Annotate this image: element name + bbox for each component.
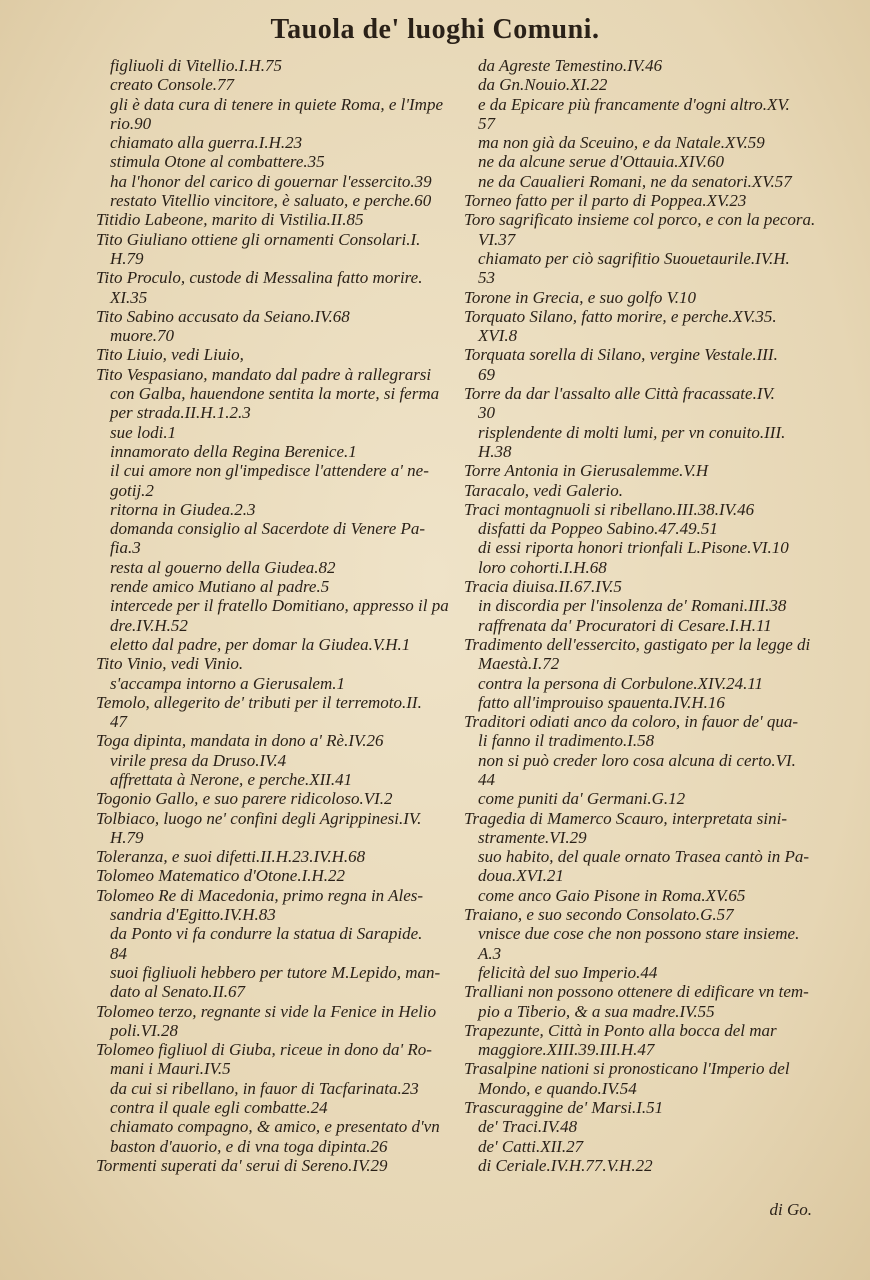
index-line: da Agreste Temestino.IV.46 xyxy=(478,56,663,75)
index-line: gli è data cura di tenere in quiete Roma, e l'Impe xyxy=(110,94,444,114)
index-line: XVI.8 xyxy=(478,326,518,346)
index-line: in discordia per l'insolenza de' Romani.III.38 xyxy=(478,596,787,616)
index-line: VI.37 xyxy=(478,229,516,249)
index-line: come anco Gaio Pisone in Roma.XV.65 xyxy=(478,885,746,905)
index-line: chiamato alla guerra.I.H.23 xyxy=(110,133,303,153)
index-line: Tormenti superati da' serui di Sereno.IV.29 xyxy=(96,1155,388,1175)
index-line: Tito Vespasiano, mandato dal padre à rallegrarsi xyxy=(96,364,432,384)
index-line: chiamato compagno, & amico, e presentato d'vn xyxy=(110,1117,440,1137)
index-line: 57 xyxy=(478,113,495,133)
index-line: di Ceriale.IV.H.77.V.H.22 xyxy=(478,1155,653,1175)
page-title: Tauola de' luoghi Comuni. xyxy=(270,14,600,45)
index-line: sue lodi.1 xyxy=(110,422,177,442)
index-line: Tolomeo terzo, regnante si vide la Fenice in Helio xyxy=(96,1001,437,1021)
index-line: mani i Mauri.IV.5 xyxy=(110,1059,231,1079)
index-line: Torquato Silano, fatto morire, e perche.XV.35. xyxy=(464,306,777,326)
index-line: Tito Proculo, custode di Messalina fatto morire. xyxy=(96,268,423,288)
index-line: innamorato della Regina Berenice.1 xyxy=(110,441,357,461)
index-line: fia.3 xyxy=(110,538,141,558)
index-line: Tolbiaco, luogo ne' confini degli Agrippinesi.IV. xyxy=(96,808,422,828)
index-line: loro cohorti.I.H.68 xyxy=(478,557,607,577)
index-line: Tradimento dell'essercito, gastigato per la legge di xyxy=(464,634,811,654)
index-line: raffrenata da' Procuratori di Cesare.I.H.11 xyxy=(478,615,772,635)
index-line: Traci montagnuoli si ribellano.III.38.IV.46 xyxy=(464,499,755,519)
index-line: stramente.VI.29 xyxy=(478,827,587,847)
index-line: s'accampa intorno a Gierusalem.1 xyxy=(110,673,346,693)
index-line: eletto dal padre, per domar la Giudea.V.H.1 xyxy=(110,634,411,654)
index-line: figliuoli di Vitellio.I.H.75 xyxy=(110,56,283,75)
index-line: dato al Senato.II.67 xyxy=(110,982,246,1002)
index-line: Tralliani non possono ottenere di edificare vn tem- xyxy=(464,982,809,1002)
index-line: rio.90 xyxy=(110,113,152,133)
index-line: da cui si ribellano, in fauor di Tacfarinata.23 xyxy=(110,1078,419,1098)
index-line: ritorna in Giudea.2.3 xyxy=(110,499,256,519)
index-line: Mondo, e quando.IV.54 xyxy=(478,1078,637,1098)
index-line: de' Traci.IV.48 xyxy=(478,1117,578,1137)
index-line: virile presa da Druso.IV.4 xyxy=(110,750,287,770)
index-line: Temolo, allegerito de' tributi per il terremoto.II. xyxy=(96,692,422,712)
index-line: ma non già da Sceuino, e da Natale.XV.59 xyxy=(478,133,765,153)
index-line: stimula Otone al combattere.35 xyxy=(110,152,325,172)
index-line: Toga dipinta, mandata in dono a' Rè.IV.26 xyxy=(96,731,384,751)
index-line: ha l'honor del carico di gouernar l'essercito.39 xyxy=(110,171,432,191)
index-line: rende amico Mutiano al padre.5 xyxy=(110,577,330,597)
index-line: Torre Antonia in Gierusalemme.V.H xyxy=(464,461,709,481)
index-line: chiamato per ciò sagrifitio Suouetaurile.IV.H. xyxy=(478,248,790,268)
index-line: creato Console.77 xyxy=(110,75,235,95)
index-line: Traiano, e suo secondo Consolato.G.57 xyxy=(464,905,734,925)
index-line: doua.XVI.21 xyxy=(478,866,564,886)
index-line: Titidio Labeone, marito di Vistilia.II.85 xyxy=(96,210,364,230)
index-line: Togonio Gallo, e suo parere ridicoloso.VI.2 xyxy=(96,789,393,809)
index-line: maggiore.XIII.39.III.H.47 xyxy=(478,1040,655,1060)
left-column xyxy=(96,56,466,1175)
index-line: vnisce due cose che non possono stare insieme. xyxy=(478,924,800,944)
index-line: Tolomeo Matematico d'Otone.I.H.22 xyxy=(96,866,346,886)
index-line: Trascuraggine de' Marsi.I.51 xyxy=(464,1098,664,1118)
index-line: di essi riporta honori trionfali L.Pisone.VI.10 xyxy=(478,538,789,558)
index-line: Torneo fatto per il parto di Poppea.XV.23 xyxy=(464,191,747,211)
index-line: 53 xyxy=(478,268,495,288)
index-line: Taracalo, vedi Galerio. xyxy=(464,480,623,500)
index-line: gotij.2 xyxy=(110,480,154,500)
index-line: Torquata sorella di Silano, vergine Vestale.III. xyxy=(464,345,778,365)
index-line: Torre da dar l'assalto alle Città fracassate.IV. xyxy=(464,384,775,404)
index-line: risplendente di molti lumi, per vn conuito.III. xyxy=(478,422,786,442)
index-line: contra la persona di Corbulone.XIV.24.11 xyxy=(478,673,764,693)
index-line: 47 xyxy=(110,712,127,732)
index-line: Tito Vinio, vedi Vinio. xyxy=(96,654,244,674)
index-line: Toleranza, e suoi difetti.II.H.23.IV.H.68 xyxy=(96,847,366,867)
index-line: con Galba, hauendone sentita la morte, si ferma xyxy=(110,384,440,404)
index-line: resta al gouerno della Giudea.82 xyxy=(110,557,336,577)
index-line: Tracia diuisa.II.67.IV.5 xyxy=(464,577,622,597)
index-line: intercede per il fratello Domitiano, appresso il pa xyxy=(110,596,449,616)
index-line: dre.IV.H.52 xyxy=(110,615,188,635)
index-line: suoi figliuoli hebbero per tutore M.Lepido, man- xyxy=(110,962,441,982)
index-line: il cui amore non gl'impedisce l'attendere a' ne- xyxy=(110,461,429,481)
index-line: sandria d'Egitto.IV.H.83 xyxy=(110,905,276,925)
index-line: poli.VI.28 xyxy=(110,1020,178,1040)
index-line: XI.35 xyxy=(110,287,148,307)
index-line: Tito Sabino accusato da Seiano.IV.68 xyxy=(96,306,350,326)
index-line: Maestà.I.72 xyxy=(478,654,560,674)
index-line: contra il quale egli combatte.24 xyxy=(110,1098,328,1118)
index-line: come puniti da' Germani.G.12 xyxy=(478,789,686,809)
index-line: muore.70 xyxy=(110,326,175,346)
index-line: affrettata à Nerone, e perche.XII.41 xyxy=(110,769,353,789)
index-line: 30 xyxy=(478,403,495,423)
index-line: Tolomeo figliuol di Giuba, riceue in dono da' Ro- xyxy=(96,1040,432,1060)
index-line: domanda consiglio al Sacerdote di Venere Pa- xyxy=(110,519,426,539)
index-line: Trapezunte, Città in Ponto alla bocca del mar xyxy=(464,1020,777,1040)
index-line: Tito Liuio, vedi Liuio, xyxy=(96,345,244,365)
index-line: fatto all'improuiso spauenta.IV.H.16 xyxy=(478,692,725,712)
index-line: Trasalpine nationi si pronosticano l'Imperio del xyxy=(464,1059,790,1079)
right-column xyxy=(464,56,860,1175)
index-line: da Gn.Nouio.XI.22 xyxy=(478,75,608,95)
index-line: Traditori odiati anco da coloro, in fauor de' qua- xyxy=(464,712,799,732)
index-line: e da Epicare più francamente d'ogni altro.XV. xyxy=(478,94,790,114)
index-line: Tito Giuliano ottiene gli ornamenti Consolari.I. xyxy=(96,229,421,249)
index-line: ne da alcune serue d'Ottauia.XIV.60 xyxy=(478,152,725,172)
catchword: di Go. xyxy=(769,1200,812,1219)
index-line: Torone in Grecia, e suo golfo V.10 xyxy=(464,287,697,307)
index-line: Tragedia di Mamerco Scauro, interpretata sini- xyxy=(464,808,787,828)
index-line: H.79 xyxy=(110,248,144,268)
index-line: 69 xyxy=(478,364,495,384)
index-line: da Ponto vi fa condurre la statua di Sarapide. xyxy=(110,924,423,944)
index-line: de' Catti.XII.27 xyxy=(478,1136,584,1156)
index-line: pio a Tiberio, & a sua madre.IV.55 xyxy=(478,1001,715,1021)
index-line: H.79 xyxy=(110,827,144,847)
index-line: A.3 xyxy=(478,943,502,963)
index-line: Toro sagrificato insieme col porco, e con la pecora. xyxy=(464,210,816,230)
index-line: disfatti da Poppeo Sabino.47.49.51 xyxy=(478,519,718,539)
index-line: suo habito, del quale ornato Trasea cantò in Pa- xyxy=(478,847,810,867)
index-line: li fanno il tradimento.I.58 xyxy=(478,731,655,751)
index-line: per strada.II.H.1.2.3 xyxy=(110,403,251,423)
index-line: non si può creder loro cosa alcuna di certo.VI. xyxy=(478,750,796,770)
index-line: Tolomeo Re di Macedonia, primo regna in Ales- xyxy=(96,885,424,905)
index-line: restato Vitellio vincitore, è saluato, e perche.60 xyxy=(110,191,432,211)
index-line: H.38 xyxy=(478,441,512,461)
index-line: 84 xyxy=(110,943,127,963)
index-line: 44 xyxy=(478,769,495,789)
index-line: ne da Caualieri Romani, ne da senatori.XV.57 xyxy=(478,171,792,191)
index-line: felicità del suo Imperio.44 xyxy=(478,962,658,982)
index-line: baston d'auorio, e di vna toga dipinta.26 xyxy=(110,1136,388,1156)
